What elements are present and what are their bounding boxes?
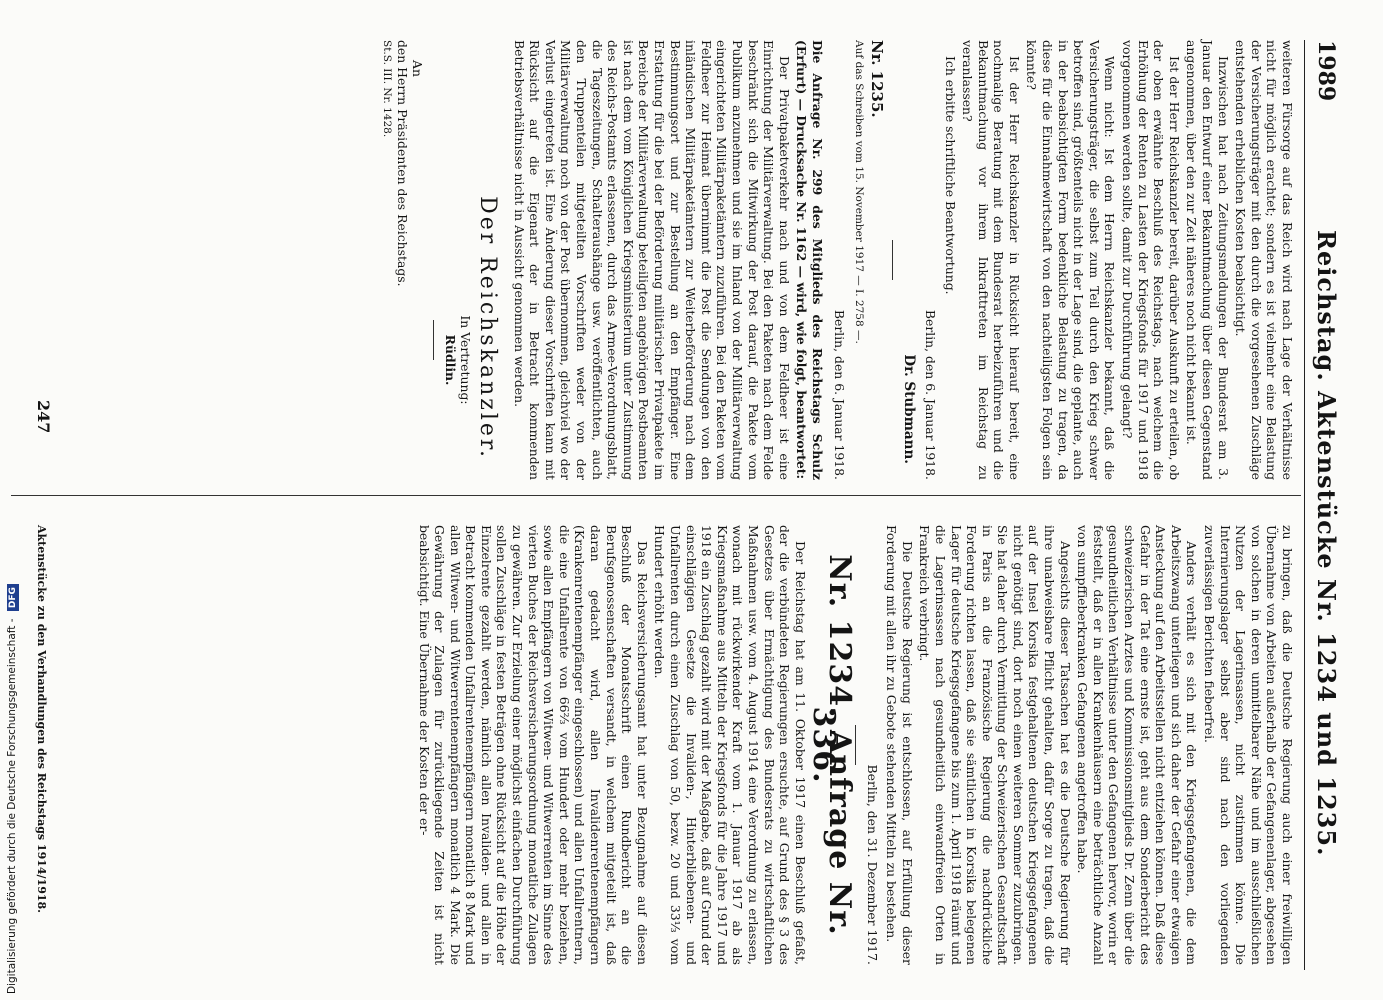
answer-paragraph: Der Privatpaketverkehr nach und von dem Feldheer ist eine Einrichtung der Militärverwaltung. Bei den Paketen nach dem Felde beschränkt sich die Mitwirkung der Post darauf, die Pakete vom Publikum anzunehmen und sie im Inland von der Militärverwaltung eingerichteten Militärpaketämtern zuzuführen. Bei den Paketen vom Feldheer zur Heimat übernimmt die Post die Sendungen von den inländischen Militärpaketämtern zur Weiterbeförderung nach dem Bestimmungsort und zur Bestellung an den Empfänger. Eine Erstattung für die bei der Beförderung militärischer Privatpakete im Bereiche der Militärverwaltung beteiligten angehörigen Postbeamten ist nach dem vom Königlichen Kriegsministerium unter Zustimmung des Reichs-Postamts erlassenen, durch das Armee-Verordnungsblatt, die Tageszeitungen, Schalteraushänge usw. veröffentlichten, auch den Truppenteilen mitgeteilten Vorschriften weder von der Militärverwaltung noch von der Post übernommen, gleichviel wo der Verlust eingetreten ist. Eine Änderung dieser Vorschriften kann mit Rücksicht auf die Eigenart der in Betracht kommenden Betriebsverhältnisse nicht in Aussicht genommen werden. — [511, 40, 792, 480]
anfrage-paragraph: Der Reichstag hat am 11. Oktober 1917 einen Beschluß gefaßt, der die verbündeten Regierungen ersuchte, auf Grund des § 3 des Gesetzes über Ermächtigung des Bundesrats zu wirtschaftlichen Maßnahmen usw. vom 4. August 1914 eine Verordnung zu erlassen, wonach mit rückwirkender Kraft vom 1. Januar 1917 ab als Kriegsmaßnahme aus Mitteln der Kriegsfonds für die Jahre 1917 und 1918 ein Zuschlag gezahlt wird mit der Maßgabe, daß auf Grund der einschlägigen Gesetze die Invaliden-, Hinterbliebenen- und Unfallrenten durch einen Zuschlag von 50, bezw. 20 und 33⅓ vom Hundert erhöht werden. — [652, 525, 808, 965]
date-line: Berlin, den 31. Dezember 1917. — [864, 764, 880, 965]
date-line: Berlin, den 6. Januar 1918. — [831, 309, 847, 480]
representative-name: Rüdlin. — [442, 334, 458, 386]
document-subline: Auf das Schreiben vom 15. November 1917 — I. 2758 —. — [853, 40, 866, 344]
reference: St.S. III. Nr. 1428. — [381, 40, 394, 138]
left-paragraph: weiteren Fürsorge auf das Reich wird nach Lage der Verhältnisse nicht für möglich erachtet; sondern es ist vielmehr eine Belastung der Versicherungsträger mit den durch die vorgesehenen Zuschläge entstehenden erheblichen Kosten beabsichtigt. — [1233, 40, 1295, 480]
side-note-text: Digitalisierung gefördert durch die Deutsche Forschungsgemeinschaft - — [6, 618, 18, 994]
anfrage-line: Die Anfrage Nr. 299 des Mitglieds des Reichstags Schulz (Erfurt) — Drucksache Nr. 1162 — wird, wie folgt, beantwortet: — [794, 40, 825, 480]
separator — [433, 320, 434, 360]
document-number: Nr. 1235. — [867, 40, 886, 118]
dfg-logo: DFG — [7, 584, 19, 611]
representation: In Vertretung: — [458, 315, 474, 405]
right-paragraph: Angesichts dieser Tatsachen hat es die Deutsche Regierung für ihre unabweisbare Pflicht gehalten, dafür Sorge zu tragen, daß die auf der Insel Korsika festgehaltenen deutschen Kriegsgefangenen nicht genötigt sind, dort noch einen weiteren Sommer zuzubringen. Sie hat daher durch Vermittlung der Schweizerischen Gesandtschaft in Paris an die Französische Regierung die nachdrückliche Forderung richten lassen, daß sie sämtlichen in Korsika belegenen Lager für deutsche Kriegsgefangene bis zum 1. April 1918 räumt und die Lagerinsassen nach gesundheitlich einwandfreien Orten in Frankreich verbringt. — [917, 525, 1073, 965]
anfrage-heading: Nr. 1234. Anfrage Nr. 336. — [806, 554, 857, 936]
page-title: Reichstag. Aktenstücke Nr. 1234 und 1235. — [1312, 230, 1341, 857]
separator — [892, 240, 893, 280]
footer-left: Aktenstücke zu den Verhandlungen des Reichstags 1914/1918. — [35, 525, 48, 913]
left-paragraph: Ist der Herr Reichskanzler in Rücksicht hierauf bereit, eine nochmalige Beratung mit dem Bundesrat herbeizuführen und die Bekanntmachung vor ihrem Inkrafttreten im Reichstag zu veranlassen? — [960, 40, 1022, 480]
header-rule — [1304, 40, 1305, 970]
left-paragraph: Inzwischen hat nach Zeitungsmeldungen der Bundesrat am 3. Januar den Entwurf einer Bekanntmachung über diesen Gegenstand angenommen, über den zur Zeit näheres noch nicht bekannt ist. — [1184, 40, 1231, 480]
page-number: 1989 — [1313, 40, 1339, 102]
left-paragraph: Ist der Herr Reichskanzler bereit, darüber Auskunft zu erteilen, ob der oben erwähnte Beschluß des Reichstags, nach welchem die Erhöhung der Renten zu Lasten der Kriegsfonds für 1917 und 1918 vorgenommen werden sollte, damit zur Durchführung gelangt? — [1120, 40, 1182, 480]
column-divider — [11, 495, 1301, 496]
left-column — [379, 40, 1295, 480]
anfrage-paragraph: Das Reichsversicherungsamt hat unter Bezugnahme auf diesen Beschluß der Monatsschrift einen Rundbericht an die Berufsgenossenschaften versandt, in welchem mitgeteilt ist, daß daran gedacht wird, allen Invalidenrentenempfängern (Krankenrentenempfänger eingeschlossen) und allen Unfallrentnern, die eine Unfallrente von 66⅔ vom Hundert oder mehr beziehen, sowie allen Empfängern von Witwen- und Witwerrenten im Sinne des vierten Buches der Reichsversicherungsordnung monatliche Zulagen zu gewähren. Zur Erzielung einer möglichst einfachen Durchführung sollen Zuschläge in festen Beträgen ohne Rücksicht auf die Höhe der Einzelrente gezahlt werden, nämlich allen Invaliden- und allen in Betracht kommenden Unfallrentenempfängern monatlich 8 Mark und allen Witwen- und Witwerrentenempfängern monatlich 4 Mark. Die Gewährung der Zulagen für zurückliegende Zeiten ist nicht beabsichtigt. Eine Übernahme der Kosten der er- — [416, 525, 650, 965]
addressee-line: An — [410, 60, 426, 77]
page-header — [1305, 40, 1345, 940]
right-paragraph: Die Deutsche Regierung ist entschlossen, auf Erfüllung dieser Forderung mit allen ihr zu Gebote stehenden Mitteln zu bestehen. — [884, 525, 915, 965]
left-paragraph: Wenn nicht: Ist dem Herrn Reichskanzler bekannt, daß die Versicherungsträger, die selbst zum Teil durch den Krieg schwer betroffen sind, größtenteils nicht in der Lage sind, die geplante, auch in der beabsichtigten Form bedenkliche Belastung zu tragen, da diese für die Einnahmewirtschaft von den nachteiligsten Folgen sein könnte? — [1024, 40, 1118, 480]
left-paragraph: Ich erbitte schriftliche Beantwortung. — [942, 56, 958, 295]
date-line: Berlin, den 6. Januar 1918. — [922, 309, 938, 480]
signer-name: Dr. Stubmann. — [901, 354, 918, 464]
right-column — [414, 525, 1295, 965]
footer-number: 247 — [34, 400, 53, 434]
addressee-line: den Herrn Präsidenten des Reichstags. — [394, 40, 410, 287]
right-paragraph: zu bringen, daß die Deutsche Regierung auch einer freiwilligen Übernahme von Arbeiten außerhalb der Gefangenenlager, abgesehen von solchen in deren unmittelbarer Nähe und im ausschließlichen Nutzen der Lagerinsassen, nicht zustimmen könne. Die Internierungslager selbst aber sind nach den vorliegenden zuverlässigen Berichten fieberfrei. — [1202, 525, 1295, 965]
side-note — [6, 584, 19, 994]
closing-signature: Der Reichskanzler. — [475, 196, 501, 460]
right-paragraph: Anders verhält es sich mit den Kriegsgefangenen, die dem Arbeitszwang unterliegen und sich daher der Gefahr einer etwaigen Ansteckung auf den Arbeitsstellen nicht entziehen können. Daß diese Gefahr in der Tat eine ernste ist, geht aus dem Sonderbericht des schweizerischen Arztes und Kommissionsmitglieds Dr. Zenn über die gesundheitlichen Verhältnisse unter den Gefangenen hervor, worin er feststellt, daß er in allen Krankenhäusern eine beträchtliche Anzahl von sumpffieberkranken Gefangenen angetroffen habe. — [1075, 525, 1200, 965]
